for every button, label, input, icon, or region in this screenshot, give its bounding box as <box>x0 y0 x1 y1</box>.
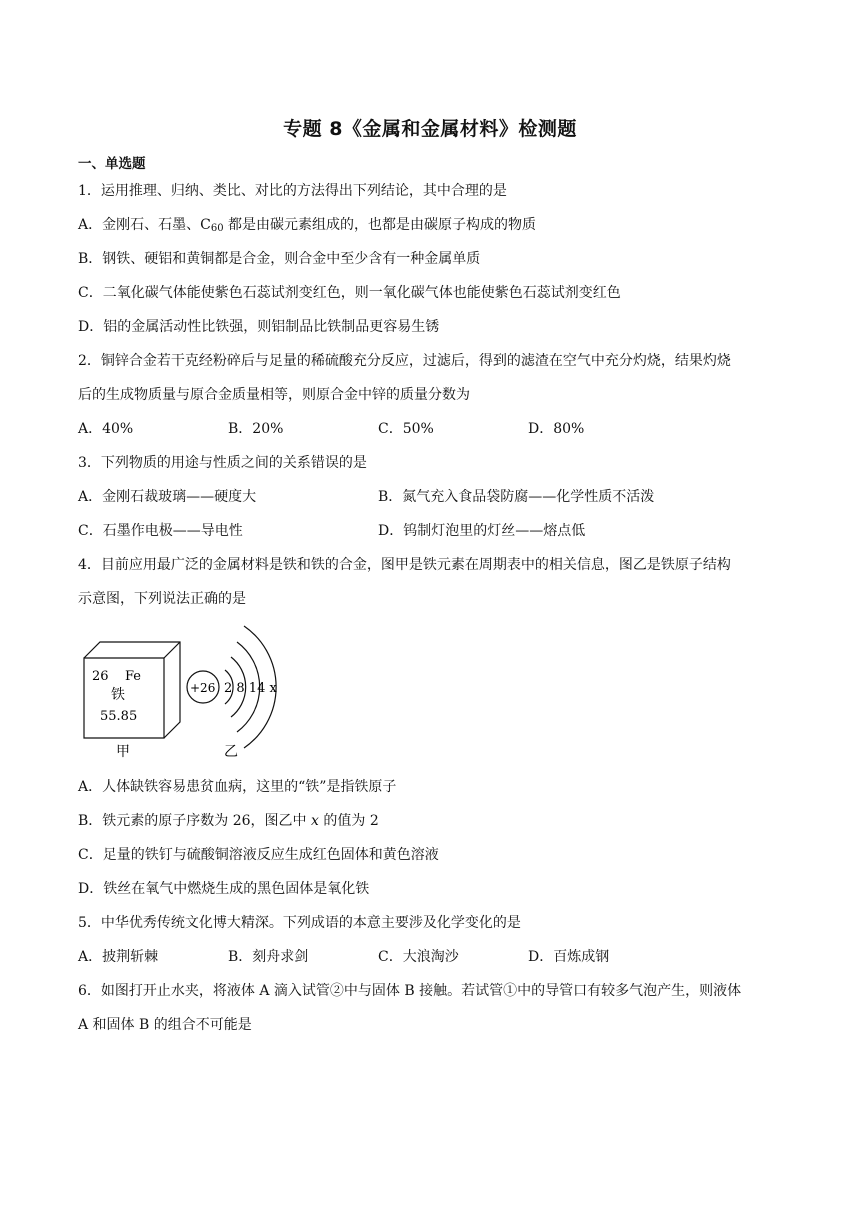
question-2-option-d: D．80% <box>528 421 585 437</box>
question-1-option-c: C．二氧化碳气体能使紫色石蕊试剂变红色，则一氧化碳气体也能使紫色石蕊试剂变红色 <box>78 285 621 301</box>
element-symbol: Fe <box>125 669 142 684</box>
question-1-stem: 1．运用推理、归纳、类比、对比的方法得出下列结论，其中合理的是 <box>78 183 507 199</box>
question-3-option-d: D．钨制灯泡里的灯丝——熔点低 <box>378 523 586 539</box>
question-5-option-a: A．披荆斩棘 <box>78 949 159 965</box>
question-2-option-c: C．50% <box>378 421 434 437</box>
option-text: A．金刚石、石墨、C <box>78 217 211 233</box>
question-3-option-b: B．氮气充入食品袋防腐——化学性质不活泼 <box>378 489 655 505</box>
question-1-option-d: D．铝的金属活动性比铁强，则铝制品比铁制品更容易生锈 <box>78 319 440 335</box>
question-2-stem-line-2: 后的生成物质量与原合金质量相等，则原合金中锌的质量分数为 <box>78 387 470 403</box>
atomic-number: 26 <box>92 669 109 684</box>
question-3-option-c: C．石墨作电极——导电性 <box>78 523 243 539</box>
iron-figure-svg <box>78 620 308 760</box>
option-text: B．铁元素的原子序数为 26，图乙中 <box>78 813 312 829</box>
question-4-option-c: C．足量的铁钉与硫酸铜溶液反应生成红色固体和黄色溶液 <box>78 847 439 863</box>
question-4-option-b <box>78 810 379 830</box>
figure-label-yi: 乙 <box>224 744 238 760</box>
iron-figure <box>78 620 308 760</box>
question-6-stem-line-1: 6．如图打开止水夹，将液体 A 滴入试管②中与固体 B 接触。若试管①中的导管口有较多气泡产生，则液体 <box>78 983 742 999</box>
question-5-option-d: D．百炼成钢 <box>528 949 610 965</box>
question-1-option-a <box>78 214 536 234</box>
question-2-option-a: A．40% <box>78 421 134 437</box>
question-3-stem: 3．下列物质的用途与性质之间的关系错误的是 <box>78 455 367 471</box>
element-name: 铁 <box>111 687 125 703</box>
question-1-option-b: B．钢铁、硬铝和黄铜都是合金，则合金中至少含有一种金属单质 <box>78 251 481 267</box>
variable-x: x <box>311 813 319 829</box>
question-5-option-b: B．刻舟求剑 <box>228 949 309 965</box>
subscript: 60 <box>210 223 224 234</box>
question-6-stem-line-2: A 和固体 B 的组合不可能是 <box>78 1017 252 1033</box>
question-5-stem: 5．中华优秀传统文化博大精深。下列成语的本意主要涉及化学变化的是 <box>78 915 521 931</box>
atomic-mass: 55.85 <box>100 709 138 724</box>
shell-electrons: 2 8 14 x <box>224 681 277 696</box>
question-4-stem-line-2: 示意图，下列说法正确的是 <box>78 591 246 607</box>
page-title: 专题 8《金属和金属材料》检测题 <box>283 118 577 140</box>
option-text: 的值为 2 <box>318 813 379 829</box>
question-4-stem-line-1: 4．目前应用最广泛的金属材料是铁和铁的合金，图甲是铁元素在周期表中的相关信息，图乙是铁原子结构 <box>78 557 731 573</box>
question-2-option-b: B．20% <box>228 421 284 437</box>
question-4-option-d: D．铁丝在氧气中燃烧生成的黑色固体是氧化铁 <box>78 881 370 897</box>
option-text: 都是由碳元素组成的，也都是由碳原子构成的物质 <box>223 217 537 233</box>
question-5-option-c: C．大浪淘沙 <box>378 949 459 965</box>
nucleus-charge: +26 <box>190 681 216 695</box>
figure-label-jia: 甲 <box>116 744 130 760</box>
section-heading: 一、单选题 <box>78 156 146 172</box>
question-2-stem-line-1: 2．铜锌合金若干克经粉碎后与足量的稀硫酸充分反应，过滤后，得到的滤渣在空气中充分灼烧，结果灼烧 <box>78 353 731 369</box>
question-3-option-a: A．金刚石裁玻璃——硬度大 <box>78 489 257 505</box>
question-4-option-a: A．人体缺铁容易患贫血病，这里的“铁”是指铁原子 <box>78 779 397 795</box>
